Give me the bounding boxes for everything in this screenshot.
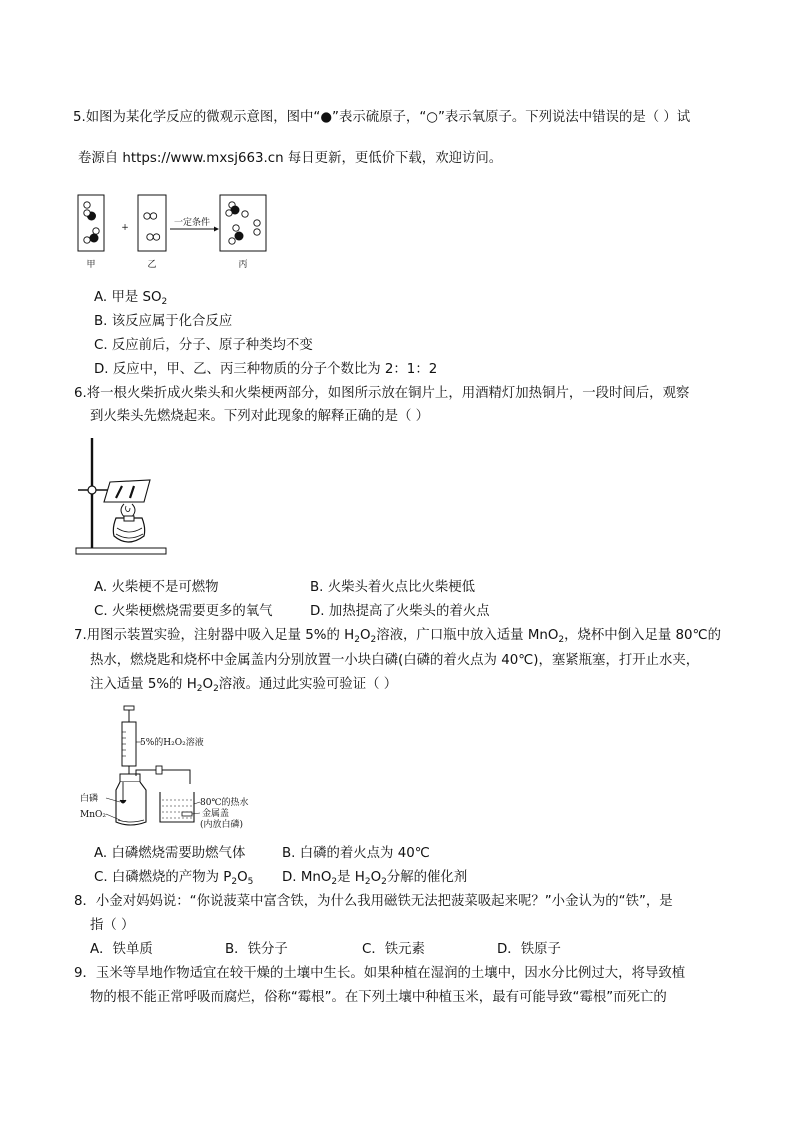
box-jia [78, 195, 104, 251]
q5-stem-line1: 5.如图为某化学反应的微观示意图，图中“●”表示硫原子，“○”表示氧原子。下列说法中错误的是（ ）试 [73, 110, 691, 125]
q8-option-a[interactable]: A．铁单质 [90, 942, 153, 957]
q6-option-b[interactable]: B. 火柴头着火点比火柴梗低 [310, 580, 475, 595]
q9-stem-line1: 9．玉米等旱地作物适宜在较干燥的土壤中生长。如果种植在湿润的土壤中，因水分比例过大，将导致植 [74, 966, 686, 981]
q6-option-a[interactable]: A. 火柴梗不是可燃物 [94, 580, 219, 595]
box-yi [138, 195, 166, 251]
q6-option-c[interactable]: C. 火柴梗燃烧需要更多的氧气 [94, 604, 273, 619]
q7-option-a[interactable]: A. 白磷燃烧需要助燃气体 [94, 846, 246, 861]
condition-label: 一定条件 [173, 218, 211, 228]
label-jia: 甲 [86, 260, 96, 270]
q7-stem-line3: 注入适量 5%的 $H_2O_2$溶液。通过此实验可验证（ ） [90, 677, 398, 694]
q8-option-c[interactable]: C．铁元素 [362, 942, 425, 957]
q7-option-d[interactable]: D. MnO$_2$是 $H_2O_2$分解的催化剂 [282, 870, 468, 887]
label-hot-water: 80℃的热水 [200, 798, 249, 808]
q7-option-b[interactable]: B. 白磷的着火点为 40℃ [282, 846, 430, 861]
q6-stem-line1: 6.将一根火柴折成火柴头和火柴梗两部分，如图所示放在铜片上，用酒精灯加热铜片，一段时间后，观察 [74, 386, 690, 401]
label-yi: 乙 [147, 260, 157, 270]
q5-reaction-figure [74, 190, 274, 272]
q8-stem-line2: 指（ ） [90, 918, 135, 933]
q5-option-a[interactable]: A. 甲是 $SO_2$ [94, 290, 168, 307]
label-note: (内放白磷) [200, 820, 244, 830]
stand-base [76, 548, 166, 554]
label-metal-lid: 金属盖 [202, 809, 230, 819]
q8-option-b[interactable]: B．铁分子 [225, 942, 288, 957]
plus-sign: + [121, 223, 129, 233]
q9-stem-line2: 物的根不能正常呼吸而腐烂，俗称“霉根”。在下列土壤中种植玉米，最有可能导致“霉根”而死亡的 [90, 990, 667, 1005]
q5-option-c[interactable]: C. 反应前后，分子、原子种类均不变 [94, 338, 313, 353]
copper-sheet [104, 480, 150, 502]
q8-option-d[interactable]: D．铁原子 [497, 942, 561, 957]
label-white-phosphorus: 白磷 [80, 794, 99, 804]
beaker [160, 792, 194, 822]
q7-option-c[interactable]: C. 白磷燃烧的产物为 $P_2O_5$ [94, 870, 254, 887]
delivery-tube [136, 770, 190, 784]
q6-option-d[interactable]: D. 加热提高了火柴头的着火点 [310, 604, 490, 619]
q5-option-b[interactable]: B. 该反应属于化合反应 [94, 314, 233, 329]
q5-option-d[interactable]: D. 反应中，甲、乙、丙三种物质的分子个数比为 2：1：2 [94, 362, 438, 377]
q8-stem-line1: 8．小金对妈妈说：“你说菠菜中富含铁，为什么我用磁铁无法把菠菜吸起来呢？”小金认为的“铁”，是 [74, 894, 673, 909]
label-bing: 丙 [238, 260, 248, 270]
label-mno2: MnO₂ [80, 810, 106, 820]
q7-stem-line1: 7.用图示装置实验，注射器中吸入足量 5%的 $H_2O_2$溶液，广口瓶中放入适量 MnO$_2$，烧杯中倒入足量 80℃的 [74, 628, 721, 645]
label-solution: 5%的H₂O₂溶液 [140, 738, 204, 748]
wide-mouth-bottle [116, 782, 146, 825]
q6-apparatus-figure [72, 432, 182, 562]
q7-apparatus-figure [76, 702, 266, 832]
q7-stem-line2: 热水，燃烧匙和烧杯中金属盖内分别放置一小块白磷(白磷的着火点为 40℃)，塞紧瓶塞，打开止水夹， [90, 653, 700, 668]
metal-lid [182, 812, 192, 816]
q5-stem-line2: 卷源自 https://www.mxsj663.cn 每日更新，更低价下载，欢迎访问。 [78, 151, 503, 166]
q6-stem-line2: 到火柴头先燃烧起来。下列对此现象的解释正确的是（ ） [90, 409, 430, 424]
